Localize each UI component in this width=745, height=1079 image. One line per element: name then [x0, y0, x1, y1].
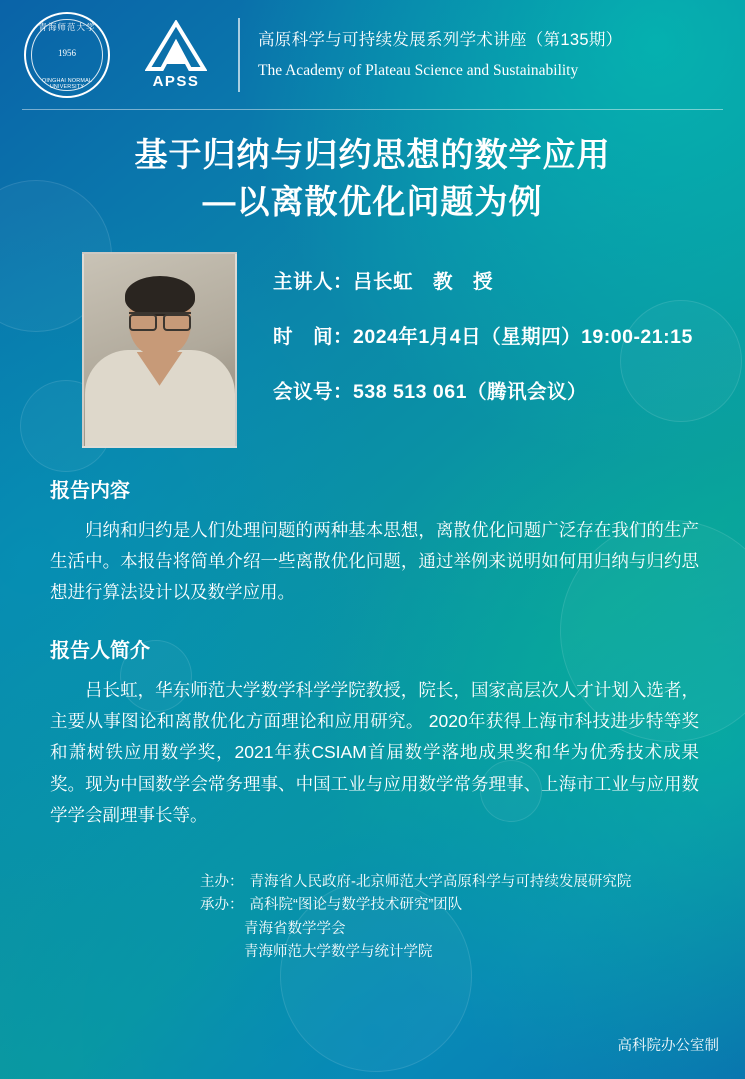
speaker-portrait	[82, 252, 237, 448]
lecture-title	[0, 132, 745, 226]
organizer-sub-2: 青海师范大学数学与统计学院	[244, 944, 433, 961]
header-titles	[258, 28, 622, 82]
meeting-number-line: 会议号：538 513 061（腾讯会议）	[273, 381, 587, 404]
university-seal-icon	[24, 12, 110, 98]
apss-abbr-text: APSS	[152, 73, 200, 90]
bio-heading: 报告人简介	[50, 640, 150, 663]
host-value: 青海省人民政府-北京师范大学高原科学与可持续发展研究院	[249, 873, 632, 890]
bio-section	[0, 634, 745, 831]
organizer-value: 高科院“图论与数学技术研究”团队	[249, 897, 463, 914]
header-rule	[22, 109, 723, 110]
lecture-time-line: 时 间：2024年1月4日（星期四）19:00-21:15	[273, 325, 693, 348]
organizer-sub-1: 青海省数学学会	[244, 920, 346, 937]
abstract-section	[0, 474, 745, 608]
seal-year-text: 1956	[58, 48, 76, 58]
organizers-block	[0, 871, 745, 965]
header-title-en: The Academy of Plateau Science and Sustainability	[258, 61, 579, 79]
host-row	[200, 871, 745, 894]
speaker-info-block	[0, 252, 745, 448]
footer-note: 高科院办公室制	[617, 1038, 719, 1054]
apss-logo-icon	[128, 13, 224, 97]
abstract-heading: 报告内容	[50, 479, 130, 502]
seal-bottom-text: QINGHAI NORMAL UNIVERSITY	[41, 78, 93, 90]
organizer-row	[200, 894, 745, 917]
host-label: 主办：	[200, 873, 244, 890]
seal-top-text: 青海师范大学	[38, 22, 96, 32]
organizer-label: 承办：	[200, 897, 244, 914]
header-title-cn: 高原科学与可持续发展系列学术讲座（第135期）	[258, 31, 623, 49]
header-divider	[238, 18, 240, 92]
lecture-title-line-1: 基于归纳与归约思想的数学应用	[134, 136, 611, 173]
poster-header	[0, 0, 745, 110]
speaker-info-lines	[273, 252, 693, 407]
speaker-name-line: 主讲人：吕长虹 教 授	[273, 270, 494, 293]
bio-body: 吕长虹，华东师范大学数学科学学院教授，院长，国家高层次人才计划入选者，主要从事图论和离散优化方面理论和应用研究。 2020年获得上海市科技进步特等奖和萧树铁应用数学奖，2021年获CSIAM首届数学落地成果奖和华为优秀技术成果奖。现为中国数学会常务理事、中国工业与应用数学常务理事、上海市工业与应用数学学会副理事长等。	[50, 680, 699, 825]
portrait-hair	[125, 276, 195, 316]
portrait-glasses-icon	[129, 312, 191, 328]
lecture-title-line-2: —以离散优化问题为例	[202, 182, 543, 220]
abstract-body: 归纳和归约是人们处理问题的两种基本思想，离散优化问题广泛存在我们的生产生活中。本报告将简单介绍一些离散优化问题，通过举例来说明如何用归纳与归约思想进行算法设计以及数学应用。	[50, 519, 699, 602]
